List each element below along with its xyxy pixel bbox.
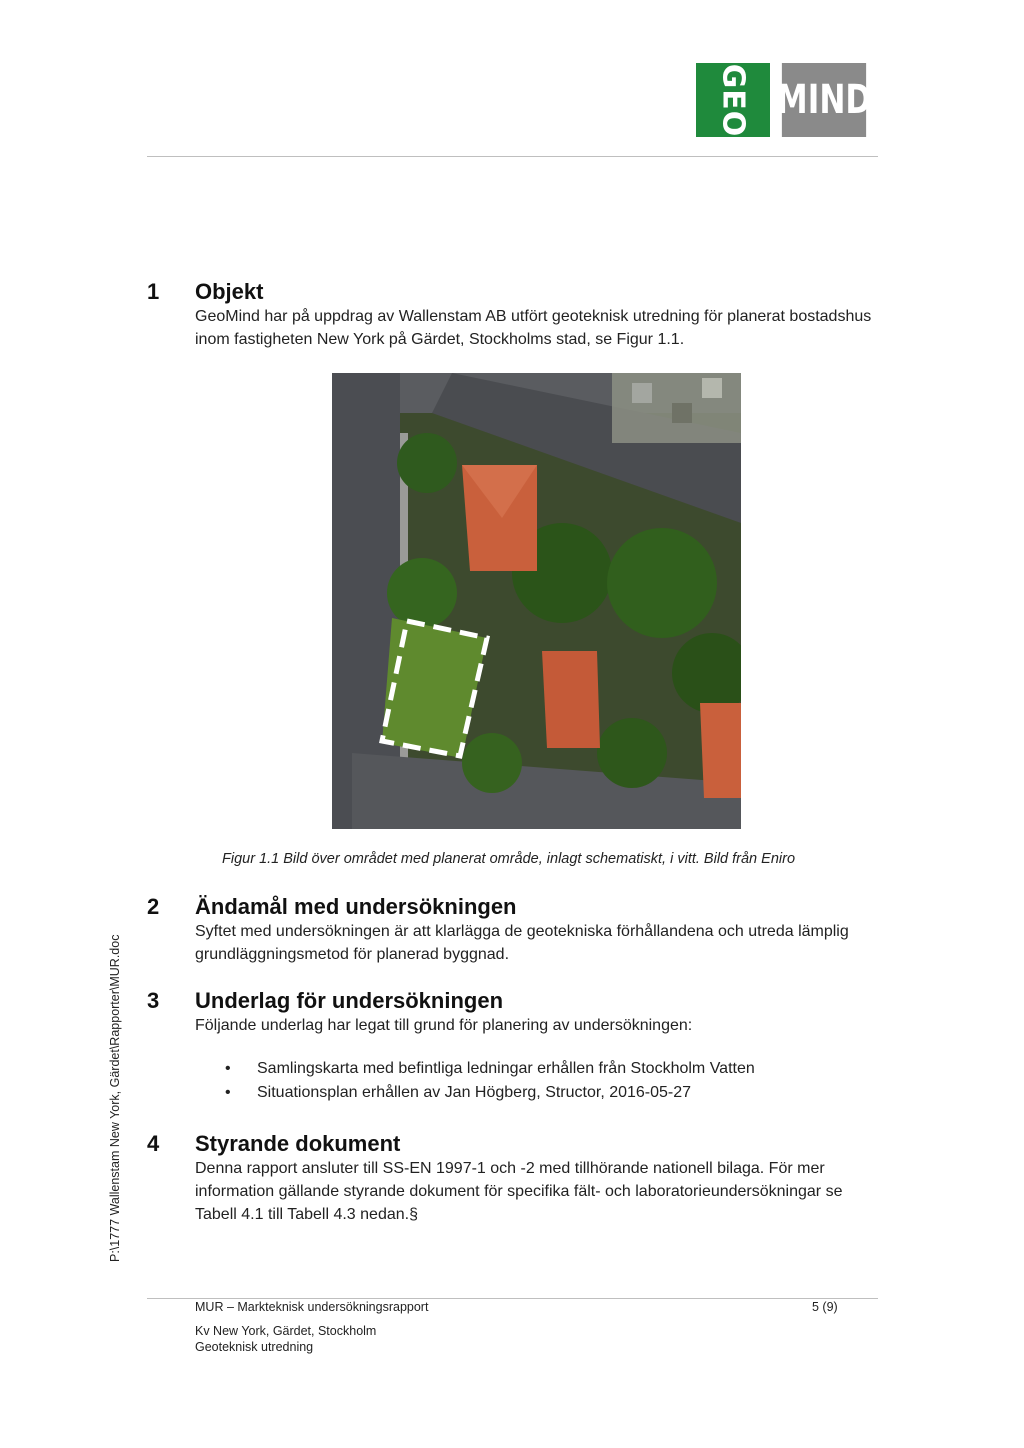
aerial-photo-graphic: [332, 373, 741, 829]
section-heading: [147, 988, 887, 1014]
section-number: 3: [147, 988, 160, 1013]
section-number: 4: [147, 1131, 160, 1156]
aerial-photo: [332, 373, 741, 829]
section-number: 1: [147, 279, 160, 304]
section-underlag: [147, 988, 887, 1105]
section-number: 2: [147, 894, 160, 919]
section-title: Objekt: [195, 279, 264, 304]
file-path-margin: P:\1777 Wallenstam New York, Gärdet\Rapporter\MUR.doc: [108, 934, 122, 1262]
page-number: 5 (9): [812, 1300, 838, 1314]
section-title: Styrande dokument: [195, 1131, 401, 1156]
logo-geo-block: [696, 63, 770, 137]
section-body: [195, 305, 887, 351]
header-rule: [147, 156, 878, 157]
section-heading: [147, 1131, 887, 1157]
footer-rule: [147, 1298, 878, 1299]
paragraph: Syftet med undersökningen är att klarlägga de geotekniska förhållandena och utreda lämplig grundläggningsmetod för planerad byggnad.: [195, 923, 849, 963]
section-body: [195, 1014, 887, 1105]
footer-project: Kv New York, Gärdet, Stockholm: [195, 1324, 377, 1338]
paragraph: Denna rapport ansluter till SS-EN 1997-1 och -2 med tillhörande nationell bilaga. För mer information gällande styrande dokument för specifika fält- och laboratorieundersökningar se Tabell 4.1 till Tabell 4.3 nedan.§: [195, 1160, 843, 1223]
paragraph: Följande underlag har legat till grund för planering av undersökningen:: [195, 1017, 693, 1034]
section-body: [195, 920, 887, 966]
geomind-logo: [696, 63, 878, 137]
section-styrande: [147, 1131, 887, 1226]
figure-caption: Figur 1.1 Bild över området med planerat område, inlagt schematiskt, i vitt. Bild från Eniro: [222, 851, 796, 867]
section-body: [195, 1157, 887, 1226]
list-item: • Situationsplan erhållen av Jan Högberg, Structor, 2016-05-27: [195, 1081, 887, 1105]
section-objekt: [147, 279, 887, 351]
footer-report-title: MUR – Markteknisk undersökningsrapport: [195, 1300, 429, 1314]
logo-geo-text: GEO: [715, 63, 751, 137]
section-heading: [147, 894, 887, 920]
list-item: • Samlingskarta med befintliga ledningar erhållen från Stockholm Vatten: [195, 1057, 887, 1081]
section-title: Ändamål med undersökningen: [195, 894, 517, 919]
logo-mind-text: MIND: [782, 63, 866, 137]
section-andamal: [147, 894, 887, 966]
footer-subject: Geoteknisk utredning: [195, 1340, 314, 1354]
section-heading: [147, 279, 887, 305]
paragraph: GeoMind har på uppdrag av Wallenstam AB utfört geoteknisk utredning för planerat bostadshus inom fastigheten New York på Gärdet, Stockholms stad, se Figur 1.1.: [195, 308, 872, 348]
section-title: Underlag för undersökningen: [195, 988, 504, 1013]
bullet-list: [195, 1057, 887, 1105]
